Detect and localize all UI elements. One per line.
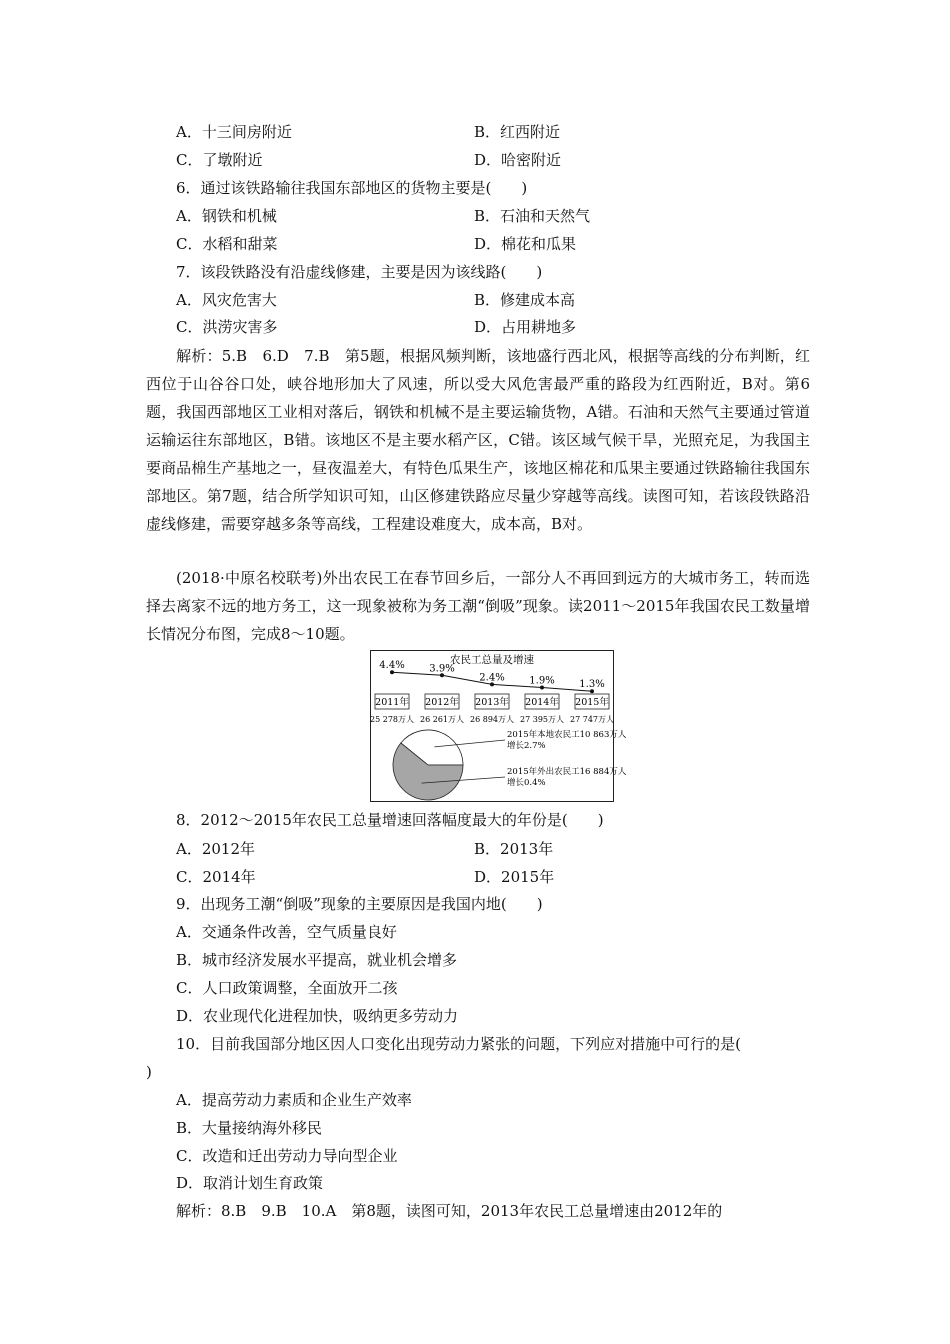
q6-option-b: B．石油和天然气 xyxy=(474,207,591,225)
year-label: 2013年 xyxy=(475,697,509,708)
chart-title: 农民工总量及增速 xyxy=(450,654,534,666)
q7-option-c: C．洪涝灾害多 xyxy=(176,318,278,336)
year-label: 2015年 xyxy=(575,697,609,708)
q7-option-d: D．占用耕地多 xyxy=(474,318,577,336)
q8-option-a: A．2012年 xyxy=(176,840,256,858)
q10-stem-end: ) xyxy=(146,1063,152,1081)
q7-option-b: B．修建成本高 xyxy=(474,291,576,309)
growth-label: 4.4% xyxy=(379,660,405,672)
total-label: 26 261万人 xyxy=(420,715,464,724)
total-label: 27 747万人 xyxy=(570,715,614,724)
total-label: 25 278万人 xyxy=(370,715,414,724)
total-label: 26 894万人 xyxy=(470,715,514,724)
q8-option-b: B．2013年 xyxy=(474,840,554,858)
q7-stem: 7．该段铁路没有沿虚线修建，主要是因为该线路( ) xyxy=(176,263,543,281)
q9-stem: 9．出现务工潮“倒吸”现象的主要原因是我国内地( ) xyxy=(176,895,543,913)
q6-option-c: C．水稻和甜菜 xyxy=(176,235,278,253)
q9-option-d: D．农业现代化进程加快，吸纳更多劳动力 xyxy=(176,1007,459,1025)
q5-option-a: A．十三间房附近 xyxy=(176,123,292,141)
q8-option-d: D．2015年 xyxy=(474,868,555,886)
intro-paragraph xyxy=(146,564,810,648)
q6-option-a: A．钢铁和机械 xyxy=(176,207,277,225)
q9-option-a: A．交通条件改善，空气质量良好 xyxy=(176,923,397,941)
q5-option-d: D．哈密附近 xyxy=(474,151,562,169)
q10-option-b: B．大量接纳海外移民 xyxy=(176,1119,323,1137)
q10-option-a: A．提高劳动力素质和企业生产效率 xyxy=(176,1091,412,1109)
q5-option-b: B．红西附近 xyxy=(474,123,561,141)
q10-option-d: D．取消计划生育政策 xyxy=(176,1174,324,1192)
year-label: 2014年 xyxy=(525,697,559,708)
analysis-2-text: 解析：8.B 9.B 10.A 第8题，读图可知，2013年农民工总量增速由2012年的 xyxy=(176,1202,723,1220)
q5-option-c: C．了墩附近 xyxy=(176,151,263,169)
pie-label: 2015年外出农民工16 884万人 xyxy=(507,767,627,777)
intro-text: (2018·中原名校联考)外出农民工在春节回乡后，一部分人不再回到远方的大城市务工，转而选择去离家不远的地方务工，这一现象被称为务工潮“倒吸”现象。读2011～2015年我国农民工数量增长情况分布图，完成8～10题。 xyxy=(146,569,810,643)
analysis-1-text: 解析：5.B 6.D 7.B 第5题，根据风频判断，该地盛行西北风，根据等高线的分布判断，红西位于山谷谷口处，峡谷地形加大了风速，所以受大风危害最严重的路段为红西附近，B对。第6题，我国西部地区工业相对落后，钢铁和机械不是主要运输货物，A错。石油和天然气主要通过管道运输运往东部地区，B错。该地区不是主要水稻产区，C错。该区域气候干旱，光照充足，为我国主要商品棉生产基地之一，昼夜温差大，有特色瓜果生产，该地区棉花和瓜果主要通过铁路输往我国东部地区。第7题，结合所学知识可知，山区修建铁路应尽量少穿越等高线。读图可知，若该段铁路沿虚线修建，需要穿越多条等高线，工程建设难度大，成本高，B对。 xyxy=(146,347,810,533)
growth-label: 3.9% xyxy=(429,663,455,675)
year-label: 2011年 xyxy=(375,697,409,708)
q9-option-b: B．城市经济发展水平提高，就业机会增多 xyxy=(176,951,458,969)
analysis-paragraph-2 xyxy=(146,1197,810,1225)
pie-label: 2015年本地农民工10 863万人 xyxy=(507,730,627,740)
q6-stem: 6．通过该铁路输往我国东部地区的货物主要是( ) xyxy=(176,179,528,197)
pie-sublabel: 增长2.7% xyxy=(507,741,546,751)
pie-sublabel: 增长0.4% xyxy=(507,778,546,788)
q8-option-c: C．2014年 xyxy=(176,868,256,886)
q7-option-a: A．风灾危害大 xyxy=(176,291,277,309)
chart-svg xyxy=(370,650,627,802)
q10-stem: 10．目前我国部分地区因人口变化出现劳动力紧张的问题，下列应对措施中可行的是( xyxy=(176,1035,741,1053)
q8-stem: 8．2012～2015年农民工总量增速回落幅度最大的年份是( ) xyxy=(176,811,604,829)
analysis-paragraph-1 xyxy=(146,342,810,538)
growth-label: 1.3% xyxy=(579,679,605,691)
total-label: 27 395万人 xyxy=(520,715,564,724)
q6-option-d: D．棉花和瓜果 xyxy=(474,235,577,253)
q10-option-c: C．改造和迁出劳动力导向型企业 xyxy=(176,1147,398,1165)
year-label: 2012年 xyxy=(425,697,459,708)
growth-label: 1.9% xyxy=(529,675,555,687)
migrant-worker-chart xyxy=(370,650,627,802)
growth-label: 2.4% xyxy=(479,672,505,684)
q9-option-c: C．人口政策调整，全面放开二孩 xyxy=(176,979,398,997)
